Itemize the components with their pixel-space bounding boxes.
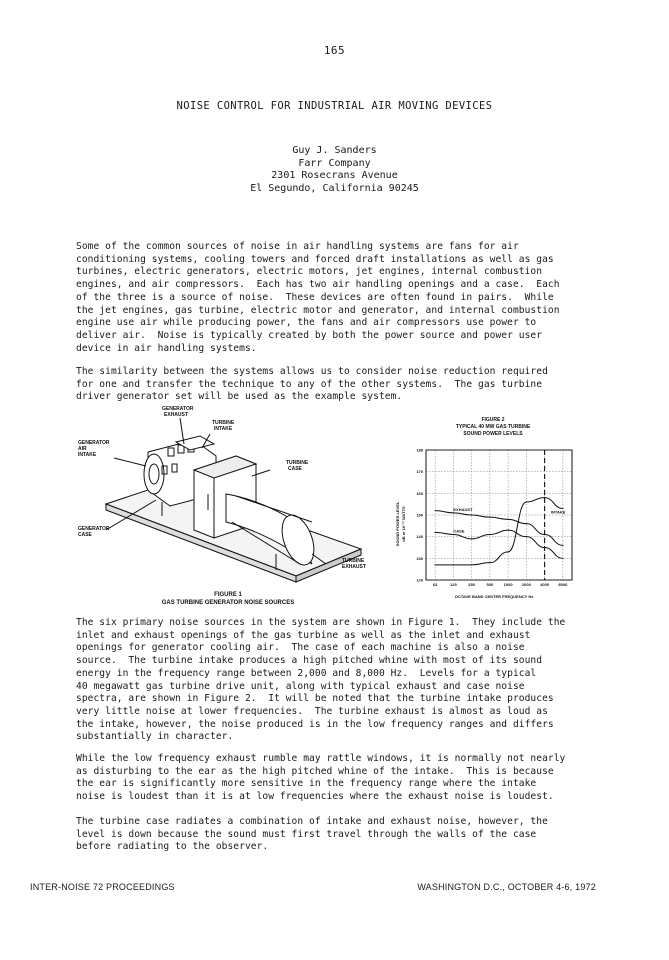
chart-point-case	[544, 547, 545, 548]
chart-title-line-2: SOUND POWER LEVELS	[463, 431, 523, 437]
label-generator-case-1: GENERATOR	[78, 526, 110, 532]
label-turbine-intake-1: TURBINE	[212, 420, 235, 426]
chart-xlabel: OCTAVE BAND CENTER FREQUENCY Hz	[454, 594, 534, 599]
chart-point-exhaust	[562, 545, 563, 546]
author-street: 2301 Rosecrans Avenue	[271, 170, 398, 182]
label-generator-air-intake-2: AIR	[78, 446, 87, 452]
label-turbine-exhaust-2: EXHAUST	[342, 564, 366, 570]
figure-2-caption-number: FIGURE 2	[481, 417, 505, 423]
chart-x-tick-label: 4000	[540, 582, 550, 587]
chart-grid	[426, 450, 572, 580]
paper-title: NOISE CONTROL FOR INDUSTRIAL AIR MOVING DEVICES	[176, 100, 493, 112]
chart-y-tick-label: 180	[416, 447, 423, 453]
chart-y-ticks	[416, 448, 423, 583]
chart-y-tick-label: 150	[416, 512, 423, 518]
label-generator-exhaust-2: EXHAUST	[164, 412, 188, 418]
label-generator-case-2: CASE	[78, 532, 92, 538]
paragraph-4: While the low frequency exhaust rumble may rattle windows, it is normally not nearly as disturbing to the ear as the high pitched whine of the intake. This is because the ear is significantly more sensitive in the frequency range where the intake noise is loudest than it is at low frequencies where the exhaust noise is loudest.	[76, 753, 566, 803]
chart-point-case	[435, 532, 436, 533]
label-generator-air-intake-1: GENERATOR	[78, 440, 110, 446]
figure-1-illustration	[76, 404, 386, 614]
chart-ylabel-line-1: SOUND POWER LEVEL	[395, 501, 400, 547]
chart-x-tick-label: 1000	[503, 582, 513, 587]
chart-series-label-intake: INTAKE	[550, 509, 566, 515]
label-generator-air-intake-3: INTAKE	[78, 452, 97, 458]
chart-point-intake	[435, 564, 436, 565]
label-turbine-case-1: TURBINE	[286, 460, 309, 466]
chart-point-exhaust	[435, 510, 436, 511]
chart-y-tick-label: 120	[416, 577, 423, 583]
chart-y-tick-label: 160	[416, 490, 423, 496]
chart-y-tick-label: 130	[416, 555, 423, 561]
chart-series-label-case: CASE	[453, 528, 465, 534]
chart-x-ticks	[433, 582, 568, 587]
chart-point-case	[508, 530, 509, 531]
chart-point-intake	[508, 551, 509, 552]
paragraph-2: The similarity between the systems allows us to consider noise reduction required for one and transfer the technique to any of the other systems. The gas turbine driver generator set will be used as the example system.	[76, 366, 548, 403]
label-generator-exhaust-1: GENERATOR	[162, 406, 194, 412]
chart-point-case	[489, 534, 490, 535]
author-city: El Segundo, California 90245	[250, 182, 419, 194]
author-name: Guy J. Sanders	[292, 145, 377, 156]
label-turbine-case-2: CASE	[288, 466, 302, 472]
figure-2-chart	[386, 412, 586, 604]
chart-point-intake	[471, 564, 472, 565]
chart-x-tick-label: 8000	[558, 582, 568, 587]
footer-proceedings: INTER-NOISE 72 PROCEEDINGS	[30, 882, 175, 892]
chart-series-label-exhaust: EXHAUST	[453, 506, 473, 512]
chart-point-intake	[526, 501, 527, 502]
chart-y-tick-label: 170	[416, 469, 423, 475]
chart-point-exhaust	[544, 534, 545, 535]
chart-x-tick-label: 2000	[521, 582, 531, 587]
chart-series-labels	[453, 507, 565, 534]
chart-title-line-1: TYPICAL 40 MW GAS TURBINE	[455, 424, 531, 430]
chart-point-intake	[489, 562, 490, 563]
author-block	[0, 145, 669, 195]
paragraph-5: The turbine case radiates a combination of intake and exhaust noise, however, the level is down because the sound must first travel through the walls of the case before radiating to the observer.	[76, 816, 548, 853]
chart-point-exhaust	[453, 512, 454, 513]
label-turbine-intake-2: INTAKE	[214, 426, 233, 432]
label-turbine-exhaust-1: TURBINE	[342, 558, 365, 564]
chart-x-tick-label: 125	[450, 582, 457, 587]
footer-location-date: WASHINGTON D.C., OCTOBER 4-6, 1972	[417, 882, 596, 892]
chart-x-tick-label: 63	[432, 582, 438, 587]
paragraph-1: Some of the common sources of noise in air handling systems are fans for air conditioning systems, cooling towers and forced draft installations as well as gas turbines, electric generators, electric motors, jet engines, internal combustion engines, and air compressors. Each has two air handling openings and a case. Each of the three is a source of noise. These devices are often found in pairs. While the jet engines, gas turbine, electric motor and generator, and internal combustion engine use air while producing power, the fans and air compressors use power to deliver air. Noise is typically created by both the power source and power user device in air handling systems.	[76, 241, 560, 354]
figure-1-caption-number: FIGURE 1	[214, 592, 242, 598]
chart-point-case	[471, 538, 472, 539]
chart-point-intake	[453, 564, 454, 565]
chart-point-case	[526, 536, 527, 537]
chart-point-exhaust	[508, 519, 509, 520]
chart-x-tick-label: 500	[486, 582, 494, 587]
paragraph-3: The six primary noise sources in the system are shown in Figure 1. They include the inlet and exhaust openings of the gas turbine as well as the inlet and exhaust openings for generator cooling air. The case of each machine is also a noise source. The turbine intake produces a high pitched whine with most of its sound energy in the frequency range between 2,000 and 8,000 Hz. Levels for a typical 40 megawatt gas turbine drive unit, along with typical exhaust and case noise spectra, are shown in Figure 2. It will be noted that the turbine intake produces very little noise at lower frequencies. The turbine exhaust is almost as loud as the intake, however, the noise produced is in the low frequency ranges and differs substantially in character.	[76, 617, 566, 743]
gas-turbine-drawing	[106, 418, 361, 582]
chart-ylabel-line-2: dB re 10⁻¹² WATTS	[401, 506, 406, 542]
figure-1-caption-title: GAS TURBINE GENERATOR NOISE SOURCES	[161, 600, 295, 606]
author-company: Farr Company	[298, 157, 371, 169]
chart-point-intake	[544, 497, 545, 498]
chart-point-exhaust	[489, 517, 490, 518]
chart-y-tick-label: 140	[416, 534, 423, 540]
chart-point-case	[562, 558, 563, 559]
chart-x-tick-label: 250	[468, 582, 475, 587]
chart-point-case	[453, 534, 454, 535]
page-number: 165	[323, 44, 346, 57]
chart-point-exhaust	[471, 514, 472, 515]
chart-point-exhaust	[526, 523, 527, 524]
